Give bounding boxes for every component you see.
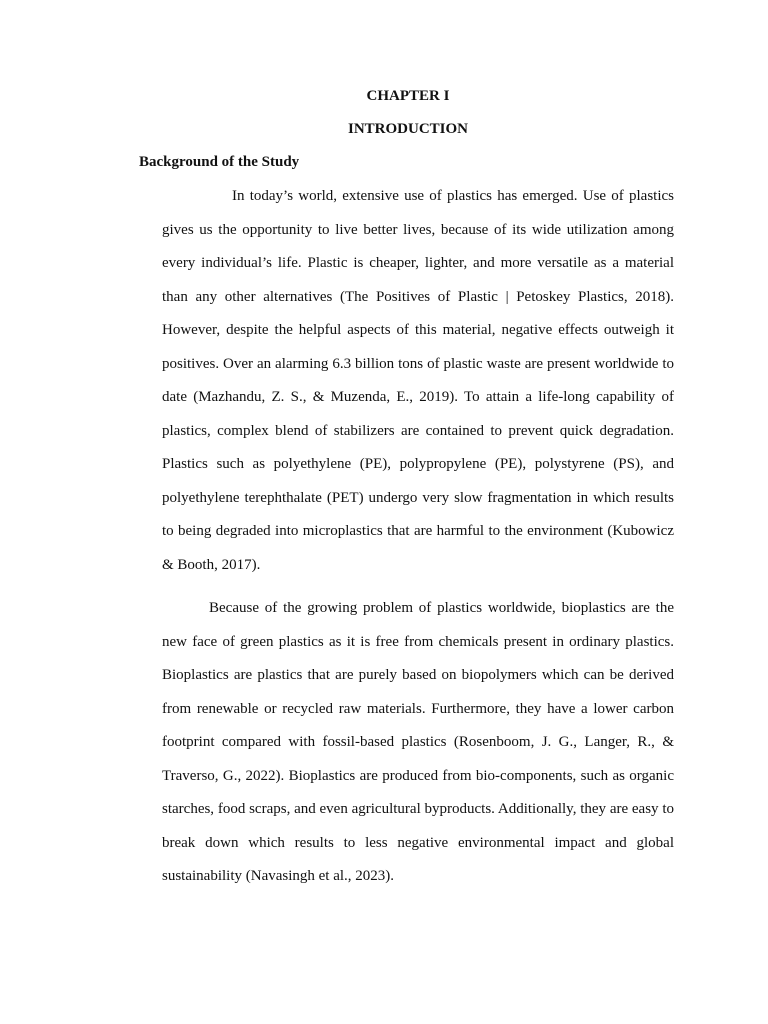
paragraph-1: In today’s world, extensive use of plastics has emerged. Use of plastics gives us the opportunity to live better lives, because of its wide utilization among every individual’s life. Plastic is cheaper, lighter, and more versatile as a material than any other alternatives (The Positives of Plastic | Petoskey Plastics, 2018). However, despite the helpful aspects of this material, negative effects outweigh it positives. Over an alarming 6.3 billion tons of plastic waste are present worldwide to date (Mazhandu, Z. S., & Muzenda, E., 2019). To attain a life-long capability of plastics, complex blend of stabilizers are contained to prevent quick degradation. Plastics such as polyethylene (PE), polypropylene (PE), polystyrene (PS), and polyethylene terephthalate (PET) undergo very slow fragmentation in which results to being degraded into microplastics that are harmful to the environment (Kubowicz & Booth, 2017).	[162, 188, 674, 573]
section-heading: Background of the Study	[139, 154, 300, 170]
chapter-title: INTRODUCTION	[347, 121, 468, 137]
paragraph-2: Because of the growing problem of plastics worldwide, bioplastics are the new face of green plastics as it is free from chemicals present in ordinary plastics. Bioplastics are plastics that are purely based on biopolymers which can be derived from renewable or recycled raw materials. Furthermore, they have a lower carbon footprint compared with fossil-based plastics (Rosenboom, J. G., Langer, R., & Traverso, G., 2022). Bioplastics are produced from bio-components, such as organic starches, food scraps, and even agricultural byproducts. Additionally, they are easy to break down which results to less negative environmental impact and global sustainability (Navasingh et al., 2023).	[162, 600, 674, 884]
chapter-label: CHAPTER I	[366, 88, 450, 104]
